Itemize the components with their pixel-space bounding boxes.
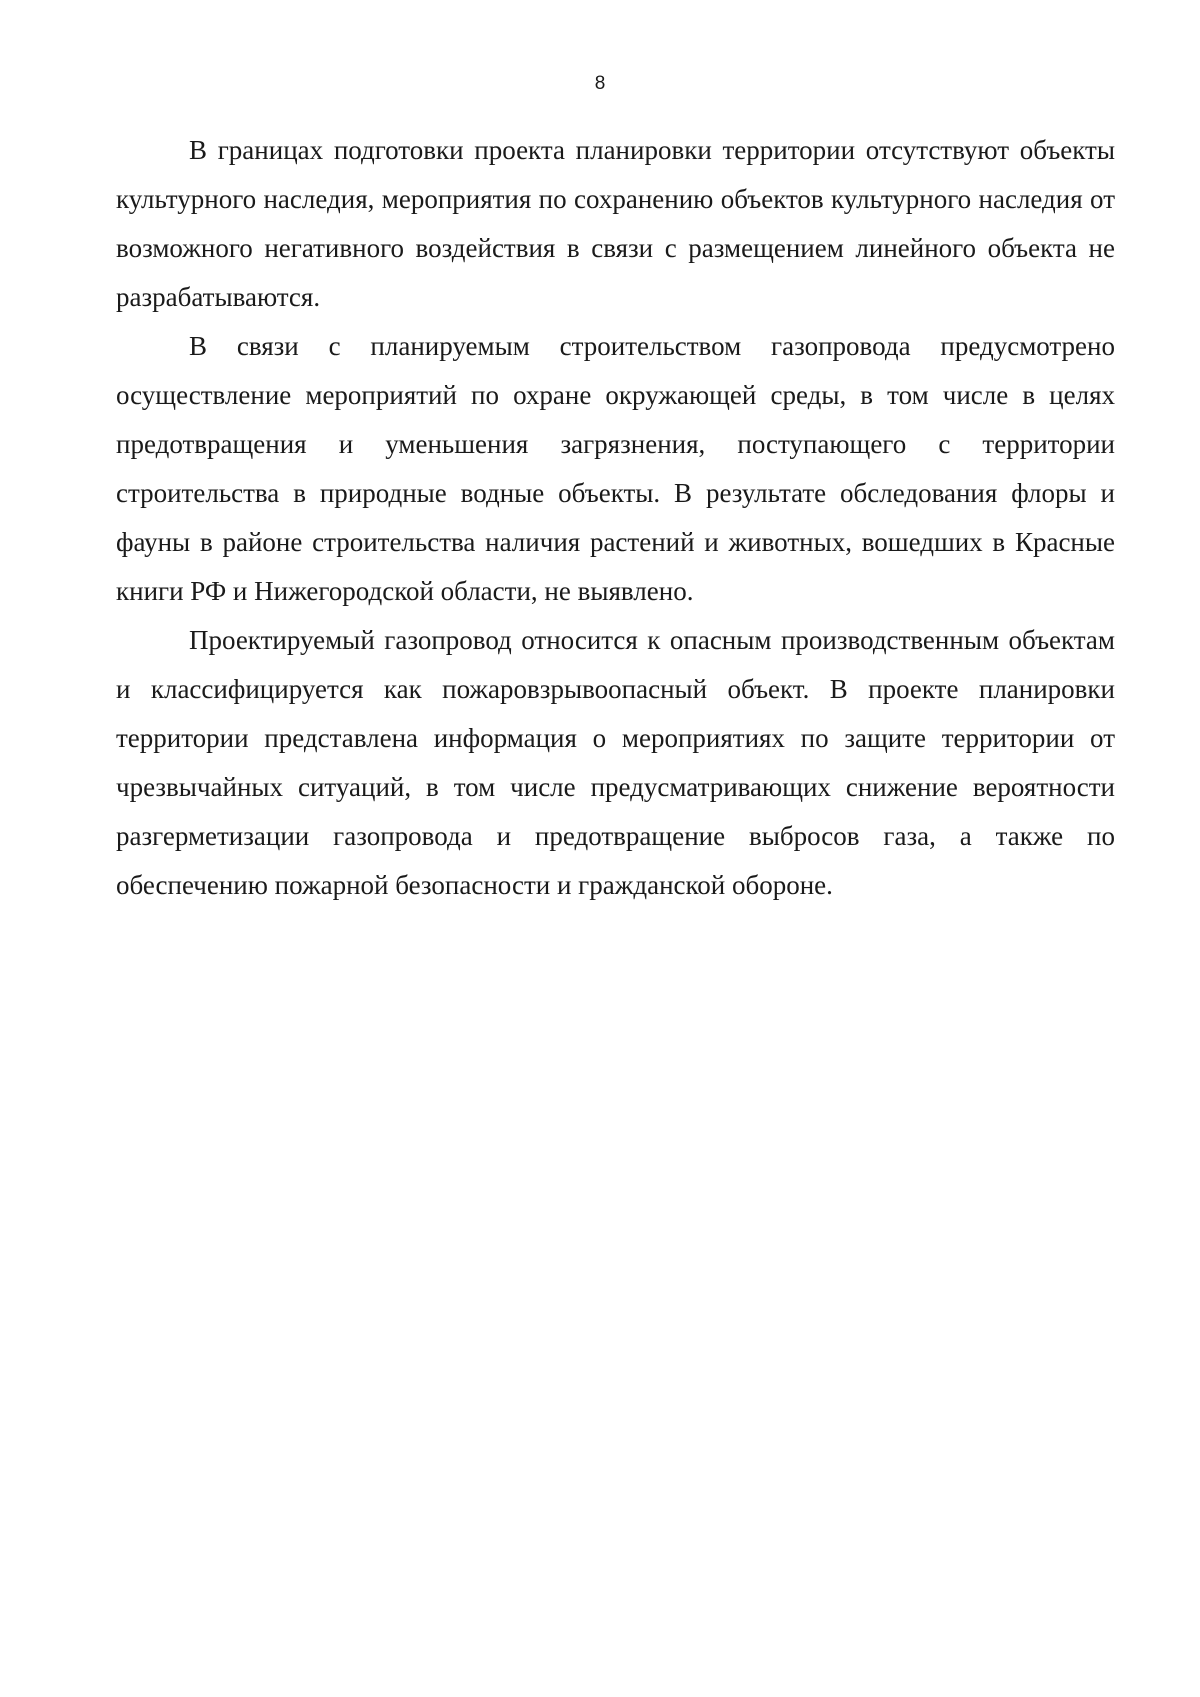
page-number: 8 [594, 73, 606, 94]
paragraph-cultural-heritage: В границах подготовки проекта планировки территории отсутствуют объекты культурного наследия, мероприятия по сохранению объектов культурного наследия от возможного негативного воздействия в связи с размещением линейного объекта не разрабатываются. [116, 135, 1115, 312]
paragraph-environmental-protection: В связи с планируемым строительством газопровода предусмотрено осуществление мероприятий по охране окружающей среды, в том числе в целях предотвращения и уменьшения загрязнения, поступающего с территории строительства в природные водные объекты. В результате обследования флоры и фауны в районе строительства наличия растений и животных, вошедших в Красные книги РФ и Нижегородской области, не выявлено. [116, 331, 1115, 606]
document-body [116, 126, 1115, 910]
paragraph-emergency-safety: Проектируемый газопровод относится к опасным производственным объектам и классифицируется как пожаровзрывоопасный объект. В проекте планировки территории представлена информация о мероприятиях по защите территории от чрезвычайных ситуаций, в том числе предусматривающих снижение вероятности разгерметизации газопровода и предотвращение выбросов газа, а также по обеспечению пожарной безопасности и гражданской обороне. [116, 625, 1115, 900]
